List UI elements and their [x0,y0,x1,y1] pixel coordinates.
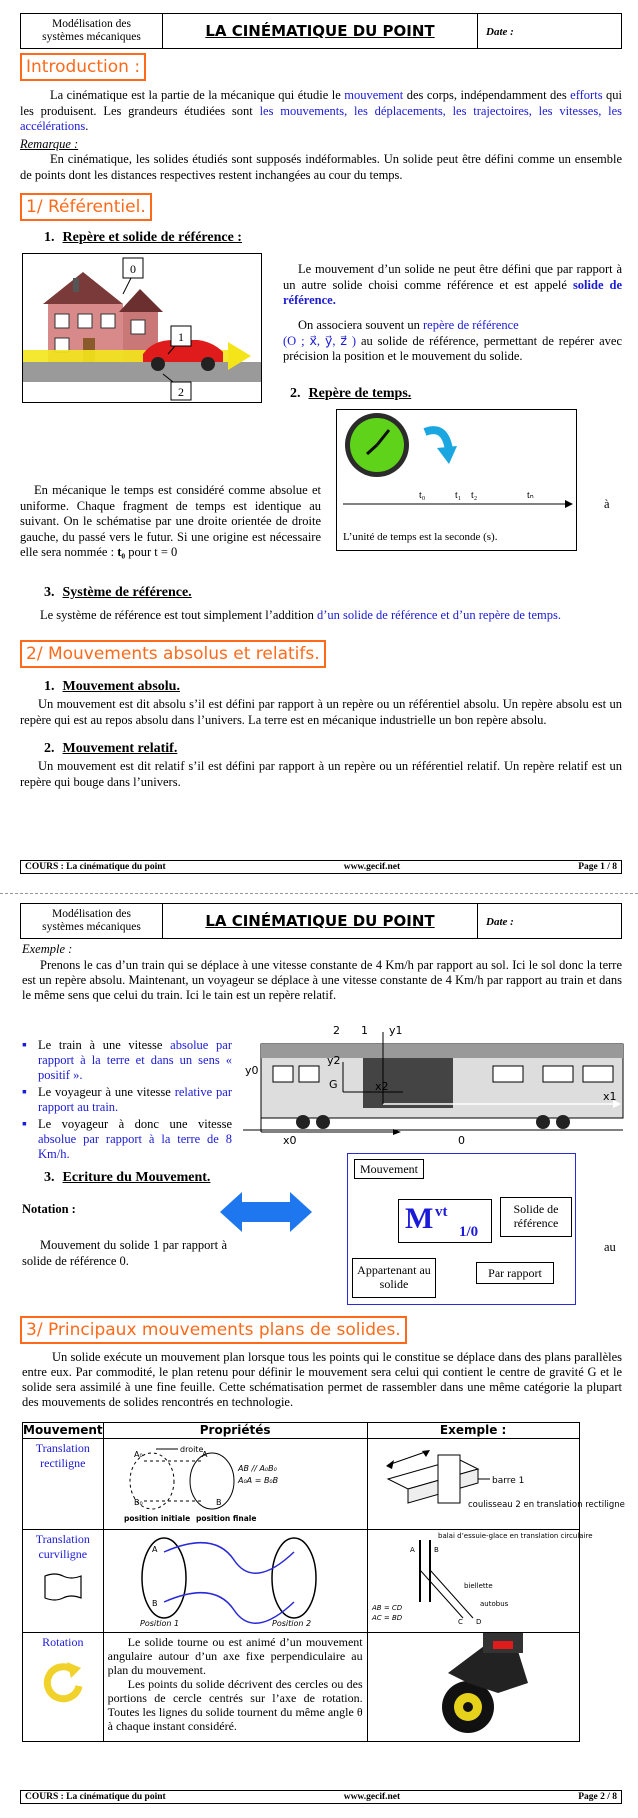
train-label-y1: y1 [389,1024,403,1037]
svg-text:A: A [409,1546,415,1554]
subsection-systeme-reference: 3. Système de référence. [44,585,192,600]
train-label-y2: y2 [327,1054,341,1067]
system-reference-text: Le système de référence est tout simplement l’addition d’un solide de référence et d’un repère de temps. [40,608,561,622]
svg-text:AB = CD: AB = CD [371,1604,402,1612]
translation-rectiligne-example-cell [367,1439,625,1530]
notation-mouvement: Mouvement [354,1159,424,1179]
notation-solide-reference: Solide de référence [500,1197,572,1237]
svg-text:A: A [201,1450,208,1459]
svg-text:A₀A = B₀B: A₀A = B₀B [237,1476,278,1485]
notation-par-rapport: Par rapport [476,1262,554,1284]
train-label-2: 2 [333,1024,340,1037]
rotation-arrow-icon [41,1660,85,1704]
section-mouvements: 2/ Mouvements absolus et relatifs. [20,640,326,668]
svg-text:B: B [151,1599,158,1608]
page1-header [20,13,622,49]
train-label-x0: x0 [283,1134,297,1147]
house-car-illustration [23,254,261,402]
wave-flag-icon [43,1572,83,1602]
train-label-0: 0 [458,1134,465,1147]
translation-curviligne-cell [23,1530,104,1633]
svg-text:coulisseau 2 en translation re: coulisseau 2 en translation rectiligne [467,1500,625,1510]
reference-solid-paragraph: Le mouvement d’un solide ne peut être défini que par rapport à un autre solide choisi comme référence et est appelé solide de référence. [283,262,622,307]
t1-label: t₁ [455,490,462,501]
header-left: Modélisation des systèmes mécaniques [21,904,163,938]
svg-text:D: D [475,1618,482,1626]
table-header: Propriétés [103,1423,367,1439]
page1-footer: COURS : La cinématique du point www.gecif.net Page 1 / 8 [20,860,622,874]
svg-text:B₀: B₀ [133,1498,143,1507]
translation-rectiligne-diagram-cell [103,1439,367,1530]
subsection-mouvement-absolu: 1. Mouvement absolu. [44,679,180,694]
time-axis-figure [336,409,577,551]
plan-motion-text: Un solide exécute un mouvement plan lorsque tous les points qui le constitue se déplace dans des plans parallèles entre eux. Par commodité, le plan retenu pour définir le mouvement sera celui qui contient le centre de gravité G et le solide sera assimilé à une fine feuille. Cette schématisation permet de rassembler dans une même catégorie la plupart des mouvements de solides rencontrés en technologie. [22,1350,622,1409]
train-figure [243,1022,623,1147]
callout-0: 0 [130,262,136,276]
svg-text:AB // A₀B₀: AB // A₀B₀ [237,1464,277,1473]
notation-appartenant: Appartenant au solide [352,1258,436,1298]
table-header: Mouvement [23,1423,103,1437]
remark-text: En cinématique, les solides étudiés sont supposés indéformables. Un solide peut être défini comme un ensemble de points dont les distances respectives restent inchangées au cour du temps. [20,152,622,182]
page2-footer: COURS : La cinématique du point www.gecif.net Page 2 / 8 [20,1790,622,1804]
house-car-figure [22,253,262,403]
svg-text:B: B [433,1546,439,1554]
svg-text:Position 1: Position 1 [139,1619,179,1628]
tn-label: tₙ [527,490,534,501]
svg-text:AC = BD: AC = BD [371,1614,402,1622]
date-label: Date : [486,916,514,928]
t0-label: t₀ [419,490,426,501]
motion-bullet-list [22,1038,232,1164]
section-referentiel: 1/ Référentiel. [20,193,152,221]
svg-text:position initiale: position initiale [123,1514,190,1523]
subsection-repere-solide: 1. Repère et solide de référence : [44,230,242,245]
notation-box [347,1153,576,1305]
page-title: LA CINÉMATIQUE DU POINT [163,904,478,938]
table-row [23,1633,580,1742]
svg-text:balai d’essuie-glace en transl: balai d’essuie-glace en translation circulaire [437,1532,593,1540]
train-diagram [243,1022,623,1147]
time-unit-text: L’unité de temps est la seconde (s). [343,531,498,543]
svg-text:biellette: biellette [463,1582,493,1590]
list-item: ▪ Le voyageur à une vitesse relative par rapport au train. [22,1085,232,1115]
callout-1: 1 [178,330,184,344]
svg-text:A: A [151,1545,158,1554]
list-item: ▪ Le voyageur à donc une vitesse absolue par rapport à la terre de 8 Km/h. [22,1117,232,1162]
page2-header [20,903,622,939]
translation-rectiligne-diagram [104,1439,367,1525]
example-text: Prenons le cas d’un train qui se déplace à une vitesse constante de 4 Km/h par rapport au sol. Ici le sol donc la terre est un repère absolu. Maintenant, un voyageur se déplace à une vitesse constante de 4 Km/h par rapport au train et dans le même sens que celui du train. Ici le tain est un repère relatif. [22,958,622,1002]
t2-label: t₂ [471,490,478,501]
table-header: Exemple : [367,1423,579,1439]
example-label: Exemple : [22,942,73,956]
motorcycle-example [368,1633,579,1737]
remark-label: Remarque : [20,137,79,151]
rotation-description-cell: Le solide tourne ou est animé d’un mouvement angulaire autour d’un axe fixe perpendiculaire au plan du mouvement. Les points du solide décrivent des cercles ou des portions de cercle centrés sur l’axe de rotation. Toutes les lignes du solide tournent du même angle θ à chaque instant considéré. [103,1633,367,1742]
time-paragraph: En mécanique le temps est considéré comme absolue et uniforme. Chaque fragment de temps est identique au suivant. On le schématise par une droite orientée de droite gauche, du passé vers le futur. Si une origine est nécessaire elle sera nommée : t₀ pour t = 0 [20,483,321,559]
absolute-motion-text: Un mouvement est dit absolu s’il est défini par rapport à un repère ou un référentiel absolu. Un repère absolu est un repère qui est au repos absolu dans l’univers. La terre est en mécanique industrielle un bon repère absolu. [20,697,622,727]
table-row [23,1530,580,1633]
time-a: à [604,497,610,511]
train-label-g: G [329,1078,338,1091]
svg-text:A₀: A₀ [133,1450,143,1459]
reference-frame-paragraph: On associera souvent un repère de référence (O ; x⃗, y⃗, z⃗ ) au solide de référence, permettant de repérer avec précision la position et le mouvement du solide. [283,318,622,363]
time-axis-diagram [337,410,576,550]
wiper-example [368,1530,593,1628]
notation-symbol: M vt 1/0 [398,1199,492,1243]
motion-table [22,1422,625,1742]
train-label-x1: x1 [603,1090,617,1103]
svg-text:Position 2: Position 2 [271,1619,311,1628]
rotation-cell [23,1633,104,1742]
table-header-row [23,1423,580,1439]
notation-label: Notation : [22,1202,76,1216]
train-label-x2: x2 [375,1080,389,1093]
subsection-ecriture-mouvement: 3. Ecriture du Mouvement. [44,1170,211,1185]
list-item: ▪ Le train à une vitesse absolue par rapport à la terre et dans un sens « positif ». [22,1038,232,1083]
page-title: LA CINÉMATIQUE DU POINT [163,14,478,48]
svg-text:position finale: position finale [195,1514,257,1523]
relative-motion-text: Un mouvement est dit relatif s’il est défini par rapport à un repère ou un référentiel relatif. Un repère relatif est un repère qui bouge dans l’univers. [20,759,622,789]
motion-name-translation-curviligne: Translation curviligne [35,1532,90,1561]
train-label-y0: y0 [245,1064,259,1077]
section-mouvements-plans: 3/ Principaux mouvements plans de solides. [20,1316,407,1344]
train-label-1: 1 [361,1024,368,1037]
subsection-mouvement-relatif: 2. Mouvement relatif. [44,741,178,756]
translation-curviligne-diagram-cell [103,1530,367,1633]
svg-text:C: C [457,1618,463,1626]
svg-text:B: B [215,1498,222,1507]
section-introduction: Introduction : [20,53,146,81]
translation-curviligne-diagram [104,1530,367,1628]
double-arrow-icon [220,1190,312,1234]
notation-au: au [604,1240,616,1254]
intro-paragraph: La cinématique est la partie de la mécanique qui étudie le mouvement des corps, indépendamment des efforts qui les produisent. Les grandeurs étudiées sont les mouvements, les déplacements, les trajectoires, les vitesses, les accélérations. [20,88,622,133]
translation-rectiligne-example [368,1439,625,1525]
svg-text:droite: droite [179,1445,203,1454]
svg-text:barre 1: barre 1 [491,1476,525,1486]
svg-text:autobus: autobus [479,1600,508,1608]
translation-curviligne-example-cell [367,1530,593,1633]
subsection-repere-temps: 2. Repère de temps. [290,386,412,401]
motion-name-translation-rectiligne: Translation rectiligne [23,1439,104,1530]
header-left: Modélisation des systèmes mécaniques [21,14,163,48]
table-row [23,1439,580,1530]
notation-text: Mouvement du solide 1 par rapport à solide de référence 0. [22,1238,227,1268]
date-label: Date : [486,26,514,38]
page-separator [0,893,638,894]
callout-2: 2 [178,385,184,399]
motion-name-rotation: Rotation [42,1635,84,1649]
rotation-example-cell [367,1633,579,1742]
